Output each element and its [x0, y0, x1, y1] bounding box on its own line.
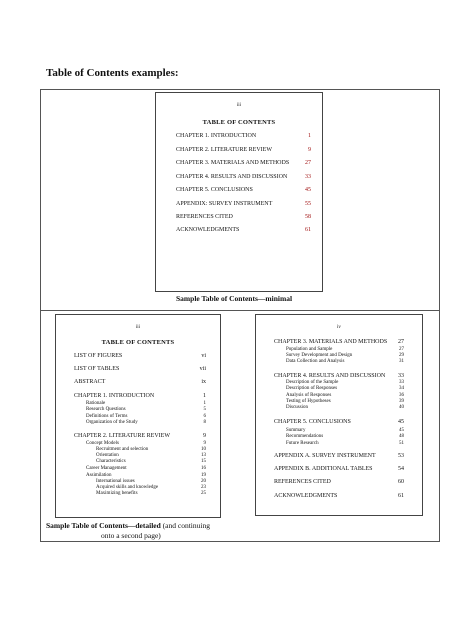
detailed-caption-line2: onto a second page)	[101, 531, 161, 540]
toc-entry-label: International issues	[96, 479, 135, 484]
toc-entry-label: Data Collection and Analysis	[286, 359, 345, 364]
toc-entry-label: LIST OF FIGURES	[74, 353, 123, 359]
detailed-caption-rest: (and continuing	[162, 521, 210, 530]
toc-entry-page: 40	[399, 405, 404, 410]
toc-title: TABLE OF CONTENTS	[101, 339, 175, 346]
toc-entry-label: Discussion	[286, 405, 308, 410]
toc-entry-label: REFERENCES CITED	[176, 214, 233, 220]
toc-entry-page: 27	[398, 339, 404, 345]
detailed-toc-page-2	[255, 314, 423, 516]
toc-entry-label: APPENDIX: SURVEY INSTRUMENT	[176, 201, 273, 207]
toc-entry-page: 20	[201, 479, 206, 484]
toc-entry-page: 27	[399, 347, 404, 352]
toc-title: TABLE OF CONTENTS	[202, 119, 276, 126]
toc-entry-label: REFERENCES CITED	[274, 479, 331, 485]
toc-entry-page: 54	[398, 466, 404, 472]
toc-entry-page: 55	[305, 201, 311, 207]
toc-entry-label: CHAPTER 5. CONCLUSIONS	[176, 187, 253, 193]
toc-entry-page: 33	[398, 373, 404, 379]
toc-entry-label: APPENDIX A. SURVEY INSTRUMENT	[274, 453, 376, 459]
toc-entry-page: 6	[203, 414, 206, 419]
section-divider	[40, 310, 440, 311]
toc-entry-page: 23	[201, 485, 206, 490]
toc-entry-label: Future Research	[286, 441, 319, 446]
toc-entry-page: 61	[398, 493, 404, 499]
toc-entry-page: 53	[398, 453, 404, 459]
toc-entry-label: Survey Development and Design	[286, 353, 353, 358]
toc-entry-label: Description of Responses	[286, 386, 338, 391]
document-heading: Table of Contents examples:	[46, 67, 179, 79]
toc-entry-page: 48	[399, 434, 404, 439]
toc-entry-page: 45	[305, 187, 311, 193]
minimal-toc-page	[155, 92, 323, 292]
toc-entry-label: ACKNOWLEDGMENTS	[274, 493, 338, 499]
toc-entry-page: 36	[399, 393, 404, 398]
toc-entry-page: 9	[203, 433, 206, 439]
toc-entry-page: vi	[201, 353, 206, 359]
toc-entry-page: 19	[201, 473, 206, 478]
toc-entry-label: Characteristics	[96, 459, 126, 464]
toc-entry-page: 1	[308, 133, 311, 139]
toc-entry-page: 9	[308, 147, 311, 153]
page-number: iv	[337, 325, 341, 330]
toc-entry-page: 5	[203, 407, 206, 412]
toc-entry-label: Recommendations	[286, 434, 324, 439]
toc-entry-label: Population and Sample	[286, 347, 333, 352]
minimal-caption: Sample Table of Contents—minimal	[176, 294, 293, 303]
page-number: iii	[135, 325, 141, 330]
toc-entry-label: CHAPTER 1. INTRODUCTION	[176, 133, 257, 139]
toc-entry-page: 25	[201, 491, 206, 496]
toc-entry-page: 29	[399, 353, 404, 358]
toc-entry-page: 16	[201, 466, 206, 471]
toc-entry-label: Rationale	[86, 401, 106, 406]
toc-entry-label: Analysis of Responses	[286, 393, 332, 398]
toc-entry-label: Recruitment and selection	[96, 447, 149, 452]
toc-entry-page: 45	[399, 428, 404, 433]
toc-entry-label: Testing of Hypotheses	[286, 399, 331, 404]
toc-entry-page: 10	[201, 447, 206, 452]
toc-entry-page: 15	[201, 459, 206, 464]
toc-entry-page: 33	[305, 174, 311, 180]
toc-entry-page: ix	[201, 379, 206, 385]
toc-entry-label: CHAPTER 5. CONCLUSIONS	[274, 419, 351, 425]
toc-entry-label: CHAPTER 4. RESULTS AND DISCUSSION	[176, 174, 288, 180]
toc-entry-page: 61	[305, 227, 311, 233]
toc-entry-label: Maximizing benefits	[96, 491, 138, 496]
toc-entry-page: 1	[203, 401, 206, 406]
toc-entry-label: CHAPTER 3. MATERIALS AND METHODS	[274, 339, 388, 345]
toc-entry-page: vii	[199, 366, 206, 372]
toc-entry-label: Career Management	[86, 466, 127, 471]
toc-entry-label: ABSTRACT	[74, 379, 106, 385]
toc-entry-page: 1	[203, 393, 206, 399]
toc-entry-page: 58	[305, 214, 311, 220]
toc-entry-label: Summary	[286, 428, 306, 433]
detailed-caption	[46, 521, 210, 530]
toc-entry-label: CHAPTER 2. LITERATURE REVIEW	[74, 433, 170, 439]
toc-entry-label: CHAPTER 1. INTRODUCTION	[74, 393, 155, 399]
toc-entry-label: CHAPTER 2. LITERATURE REVIEW	[176, 147, 272, 153]
toc-entry-page: 51	[399, 441, 404, 446]
toc-entry-label: Organization of the Study	[86, 420, 138, 425]
toc-entry-page: 39	[399, 399, 404, 404]
toc-entry-label: CHAPTER 4. RESULTS AND DISCUSSION	[274, 373, 386, 379]
toc-entry-label: Acquired skills and knowledge	[96, 485, 159, 490]
toc-entry-page: 13	[201, 453, 206, 458]
toc-entry-page: 9	[203, 441, 206, 446]
toc-entry-page: 45	[398, 419, 404, 425]
toc-entry-page: 60	[398, 479, 404, 485]
detailed-caption-bold: Sample Table of Contents—detailed	[46, 521, 161, 530]
detailed-toc-page-1	[55, 314, 221, 518]
toc-entry-page: 31	[399, 359, 404, 364]
toc-entry-label: CHAPTER 3. MATERIALS AND METHODS	[176, 160, 290, 166]
toc-entry-label: Research Questions	[86, 407, 126, 412]
toc-entry-page: 8	[203, 420, 206, 425]
toc-entry-label: Description of the Sample	[286, 380, 339, 385]
page-number: iii	[236, 103, 242, 108]
toc-entry-label: APPENDIX B. ADDITIONAL TABLES	[274, 466, 373, 472]
toc-entry-page: 27	[305, 160, 311, 166]
toc-entry-label: ACKNOWLEDGMENTS	[176, 227, 240, 233]
toc-entry-label: LIST OF TABLES	[74, 366, 120, 372]
toc-entry-page: 34	[399, 386, 404, 391]
toc-entry-label: Definitions of Terms	[86, 414, 128, 419]
toc-entry-label: Orientation	[96, 453, 119, 458]
toc-entry-page: 33	[399, 380, 404, 385]
toc-entry-label: Assimilation	[86, 473, 112, 478]
toc-entry-label: Concept Models	[86, 441, 119, 446]
